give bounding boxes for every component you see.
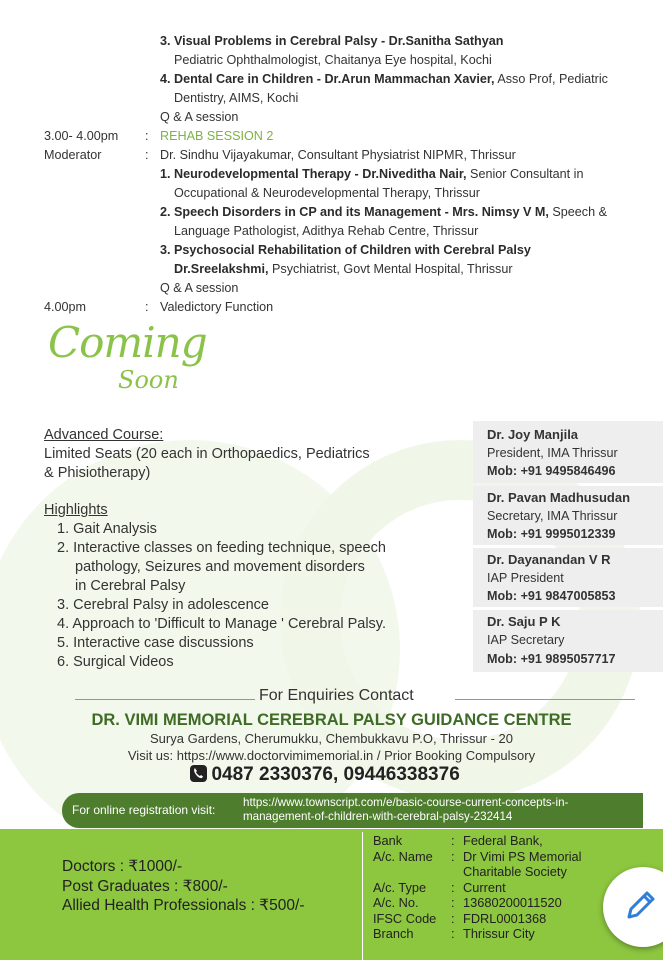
phone-icon xyxy=(190,765,207,782)
contact-role: IAP Secretary xyxy=(487,633,565,647)
advanced-heading: Advanced Course: xyxy=(44,427,164,443)
contact-role: IAP President xyxy=(487,571,564,585)
highlight-item: 1. Gait Analysis xyxy=(57,521,157,537)
org-name: DR. VIMI MEMORIAL CEREBRAL PALSY GUIDANCE CENTRE xyxy=(91,711,572,729)
bank-value: Federal Bank, xyxy=(463,833,543,848)
contact-card xyxy=(473,548,663,607)
enquiry-divider-right xyxy=(455,699,635,700)
contact-mobile: Mob: +91 9895057717 xyxy=(487,652,616,666)
advanced-line-2: & Phisiotherapy) xyxy=(44,465,151,481)
fee-postgraduates: Post Graduates : ₹800/- xyxy=(62,877,228,895)
colon: : xyxy=(451,848,455,864)
moderator-label: Moderator xyxy=(44,148,102,162)
highlights-heading: Highlights xyxy=(44,502,108,518)
contact-name: Dr. Joy Manjila xyxy=(487,427,579,442)
fees-divider xyxy=(362,832,363,960)
pencil-icon xyxy=(623,887,659,923)
contact-role: Secretary, IMA Thrissur xyxy=(487,509,618,523)
registration-url-line-2: management-of-children-with-cerebral-palsy-232414 xyxy=(243,810,513,823)
time-slot-2: 4.00pm xyxy=(44,300,87,314)
talk-neuro xyxy=(160,165,583,184)
highlight-item: in Cerebral Palsy xyxy=(75,578,186,594)
registration-url-line-1: https://www.townscript.com/e/basic-course-current-concepts-in- xyxy=(243,796,569,809)
bank-row xyxy=(373,880,582,896)
time-slot-1: 3.00- 4.00pm xyxy=(44,129,119,143)
bank-details xyxy=(373,833,582,942)
coming-soon-logo xyxy=(48,318,208,418)
coming-text: Coming xyxy=(48,318,207,367)
colon: : xyxy=(451,895,455,910)
colon: : xyxy=(145,148,149,162)
talk-psych-title: 3. Psychosocial Rehabilitation of Children with Cerebral Palsy xyxy=(160,243,531,257)
advanced-line-1: Limited Seats (20 each in Orthopaedics, Pediatrics xyxy=(44,446,370,462)
bank-value: Current xyxy=(463,879,506,895)
bank-key xyxy=(373,864,451,880)
talk-psych-name: Dr.Sreelakshmi, xyxy=(174,262,269,276)
talk-psych-detail: Psychiatrist, Govt Mental Hospital, Thrissur xyxy=(272,262,513,276)
bank-key: IFSC Code xyxy=(373,910,437,926)
talk-speech-detail-a: Speech & xyxy=(552,205,608,219)
highlight-item: pathology, Seizures and movement disorders xyxy=(75,559,365,575)
talk-visual-detail: Pediatric Ophthalmologist, Chaitanya Eye hospital, Kochi xyxy=(174,53,492,67)
bank-row xyxy=(373,911,582,927)
enquiry-divider-left xyxy=(75,699,255,700)
talk-visual-title: 3. Visual Problems in Cerebral Palsy - Dr.Sanitha Sathyan xyxy=(160,34,504,48)
visit-line[interactable]: Visit us: https://www.doctorvimimemorial.in / Prior Booking Compulsory xyxy=(127,748,536,763)
soon-text: Soon xyxy=(118,366,179,394)
colon: : xyxy=(451,879,455,895)
registration-label: For online registration visit: xyxy=(72,803,216,817)
talk-dental-detail-b: Dentistry, AIMS, Kochi xyxy=(174,91,299,105)
bank-key: A/c. Name xyxy=(373,848,433,864)
bank-row xyxy=(373,864,582,880)
talk-speech xyxy=(160,203,607,222)
contact-mobile: Mob: +91 9995012339 xyxy=(487,527,616,541)
highlight-item: 3. Cerebral Palsy in adolescence xyxy=(57,597,269,613)
highlight-item: 6. Surgical Videos xyxy=(57,654,174,670)
bank-key: A/c. Type xyxy=(373,879,427,895)
bank-value: FDRL0001368 xyxy=(463,910,547,926)
contact-card xyxy=(473,486,663,545)
contact-mobile: Mob: +91 9847005853 xyxy=(487,589,616,603)
enquiry-label: For Enquiries Contact xyxy=(259,687,414,704)
fee-allied: Allied Health Professionals : ₹500/- xyxy=(62,897,305,914)
contact-mobile: Mob: +91 9495846496 xyxy=(487,464,616,478)
talk-neuro-title: 1. Neurodevelopmental Therapy - Dr.Niveditha Nair, xyxy=(160,167,467,181)
address: Surya Gardens, Cherumukku, Chembukkavu P.O, Thrissur - 20 xyxy=(150,731,513,746)
valedictory: Valedictory Function xyxy=(160,300,274,314)
bank-row xyxy=(373,926,582,942)
colon: : xyxy=(451,833,455,848)
bank-value: Thrissur City xyxy=(463,926,535,941)
highlight-item: 5. Interactive case discussions xyxy=(57,635,254,651)
contact-card xyxy=(473,421,663,483)
bank-row xyxy=(373,895,582,911)
phone-line[interactable] xyxy=(190,764,460,786)
talk-speech-title: 2. Speech Disorders in CP and its Management - Mrs. Nimsy V M, xyxy=(160,205,549,219)
colon: : xyxy=(451,910,455,926)
highlight-item: 2. Interactive classes on feeding technique, speech xyxy=(57,540,386,556)
talk-neuro-detail-a: Senior Consultant in xyxy=(470,167,584,181)
schedule xyxy=(0,0,663,320)
registration-url[interactable] xyxy=(243,796,568,824)
bank-key: Branch xyxy=(373,926,414,941)
bank-key: A/c. No. xyxy=(373,895,419,910)
talk-speech-detail-b: Language Pathologist, Adithya Rehab Centre, Thrissur xyxy=(174,224,479,238)
bank-key: Bank xyxy=(373,833,403,848)
fees xyxy=(62,857,304,916)
bank-row xyxy=(373,833,582,849)
qa-session-2: Q & A session xyxy=(160,281,239,295)
contact-role: President, IMA Thrissur xyxy=(487,446,618,460)
moderator-name: Dr. Sindhu Vijayakumar, Consultant Physiatrist NIPMR, Thrissur xyxy=(160,148,516,162)
talk-psych xyxy=(174,260,513,279)
qa-session-1: Q & A session xyxy=(160,110,239,124)
bank-row xyxy=(373,849,582,865)
bank-value: 13680200011520 xyxy=(463,895,562,910)
talk-dental-detail-a: Asso Prof, Pediatric xyxy=(497,72,608,86)
colon: : xyxy=(145,129,149,143)
talk-dental-title: 4. Dental Care in Children - Dr.Arun Mammachan Xavier, xyxy=(160,72,495,86)
colon: : xyxy=(145,300,149,314)
highlight-item: 4. Approach to 'Difficult to Manage ' Cerebral Palsy. xyxy=(57,616,387,632)
contact-name: Dr. Dayanandan V R xyxy=(487,552,611,567)
talk-dental xyxy=(160,70,608,89)
fee-doctors: Doctors : ₹1000/- xyxy=(62,858,183,875)
contact-name: Dr. Saju P K xyxy=(487,614,561,629)
bank-value: Dr Vimi PS Memorial xyxy=(463,848,582,864)
session-name: REHAB SESSION 2 xyxy=(160,129,274,143)
phone-numbers: 0487 2330376, 09446338376 xyxy=(211,764,460,785)
highlights xyxy=(44,501,474,672)
contact-card xyxy=(473,610,663,672)
talk-neuro-detail-b: Occupational & Neurodevelopmental Therapy, Thrissur xyxy=(174,186,480,200)
colon: : xyxy=(451,926,455,941)
advanced-course xyxy=(44,426,474,483)
contact-name: Dr. Pavan Madhusudan xyxy=(487,490,631,505)
bank-value: Charitable Society xyxy=(463,864,567,879)
